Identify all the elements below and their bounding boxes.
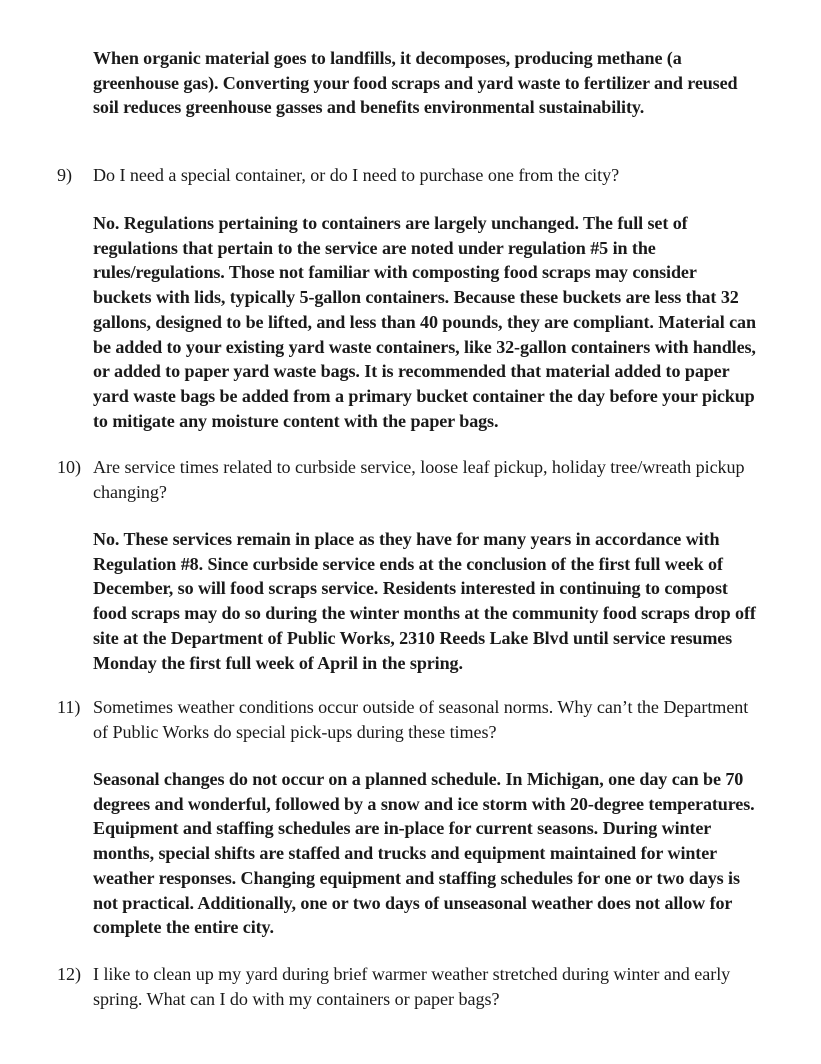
- question-item-9: [57, 163, 757, 188]
- intro-paragraph: When organic material goes to landfills, it decomposes, producing methane (a greenhouse gas). Converting your food scraps and yard waste to fertilizer and reused soil reduces greenhouse gasses and benefits environmental sustainability.: [93, 48, 738, 118]
- question-item-12: [57, 962, 757, 1011]
- question-item-11: [57, 695, 757, 744]
- question-text-9: Do I need a special container, or do I need to purchase one from the city?: [93, 165, 620, 185]
- answer-item-9: No. Regulations pertaining to containers are largely unchanged. The full set of regulations that pertain to the service are noted under regulation #5 in the rules/regulations. Those not familiar with composting food scraps may consider buckets with lids, typically 5-gallon containers. Because these buckets are less that 32 gallons, designed to be lifted, and less than 40 pounds, they are compliant. Material can be added to your existing yard waste containers, like 32-gallon containers with handles, or added to paper yard waste bags. It is recommended that material added to paper yard waste bags be added from a primary bucket container the day before your pickup to mitigate any moisture content with the paper bags.: [93, 213, 756, 431]
- question-text-12: I like to clean up my yard during brief warmer weather stretched during winter and early spring. What can I do with my containers or paper bags?: [93, 964, 731, 1009]
- question-text-10: Are service times related to curbside service, loose leaf pickup, holiday tree/wreath pickup changing?: [93, 457, 745, 502]
- answer-item-10: No. These services remain in place as they have for many years in accordance with Regulation #8. Since curbside service ends at the conclusion of the first full week of December, so will food scraps service. Residents interested in continuing to compost food scraps may do so during the winter months at the community food scraps drop off site at the Department of Public Works, 2310 Reeds Lake Blvd until service resumes Monday the first full week of April in the spring.: [93, 529, 756, 673]
- answer-item-11: Seasonal changes do not occur on a planned schedule. In Michigan, one day can be 70 degrees and wonderful, followed by a snow and ice storm with 20-degree temperatures. Equipment and staffing schedules are in-place for current seasons. During winter months, special shifts are staffed and trucks and equipment maintained for winter weather responses. Changing equipment and staffing schedules for one or two days is not practical. Additionally, one or two days of unseasonal weather does not allow for complete the entire city.: [93, 769, 755, 938]
- question-item-10: [57, 455, 757, 504]
- question-text-11: Sometimes weather conditions occur outside of seasonal norms. Why can’t the Department of Public Works do special pick-ups during these times?: [93, 697, 749, 742]
- question-marker-10: 10): [57, 457, 81, 477]
- question-marker-12: 12): [57, 964, 81, 984]
- question-marker-9: 9): [57, 165, 72, 185]
- question-marker-11: 11): [57, 697, 81, 717]
